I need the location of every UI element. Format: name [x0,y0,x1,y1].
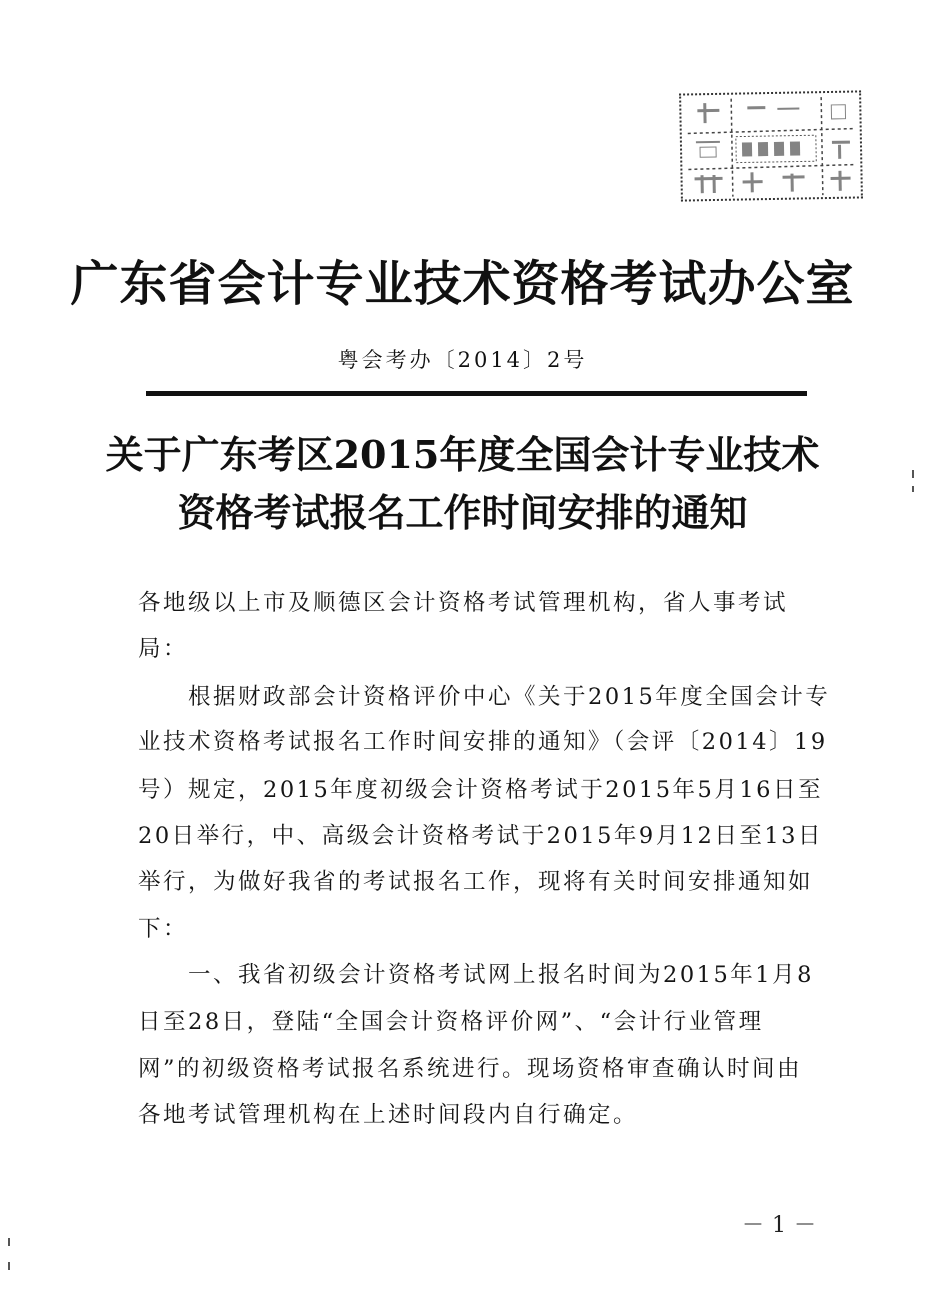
body-line: 各地考试管理机构在上述时间段内自行确定。 [138,1102,639,1128]
body-line: 号）规定，2015年度初级会计资格考试于2015年5月16日至 [138,777,823,803]
header-divider [146,391,807,396]
body-line: 下： [138,916,189,942]
body-line: 网”的初级资格考试报名系统进行。现场资格审查确认时间由 [138,1056,803,1082]
body-line: 20日举行，中、高级会计资格考试于2015年9月12日至13日 [138,823,823,849]
body-line: 业技术资格考试报名工作时间安排的通知》（会评〔2014〕19 [138,729,828,755]
body-line: 各地级以上市及顺德区会计资格考试管理机构，省人事考试 [138,590,789,616]
body-line: 举行，为做好我省的考试报名工作，现将有关时间安排通知如 [138,869,814,895]
notice-title-line-2: 资格考试报名工作时间安排的通知 [177,490,748,535]
scan-speck [912,470,914,478]
body-line: 根据财政部会计资格评价中心《关于2015年度全国会计专 [138,684,831,710]
notice-title-line-1: 关于广东考区2015年度全国会计专业技术 [105,432,820,477]
receipt-stamp [679,90,863,201]
body-line: 日至28日，登陆“全国会计资格评价网”、“会计行业管理 [138,1009,764,1035]
scan-speck [912,486,914,492]
page-number: －1－ [742,1213,824,1238]
receipt-stamp-graphic [681,92,863,201]
office-title: 广东省会计专业技术资格考试办公室 [70,256,855,312]
document-number: 粤会考办〔2014〕2号 [337,348,588,372]
body-line: 一、我省初级会计资格考试网上报名时间为2015年1月8 [138,962,814,988]
scan-speck [8,1238,10,1246]
body-line: 局： [138,636,189,662]
scan-speck [8,1262,10,1270]
